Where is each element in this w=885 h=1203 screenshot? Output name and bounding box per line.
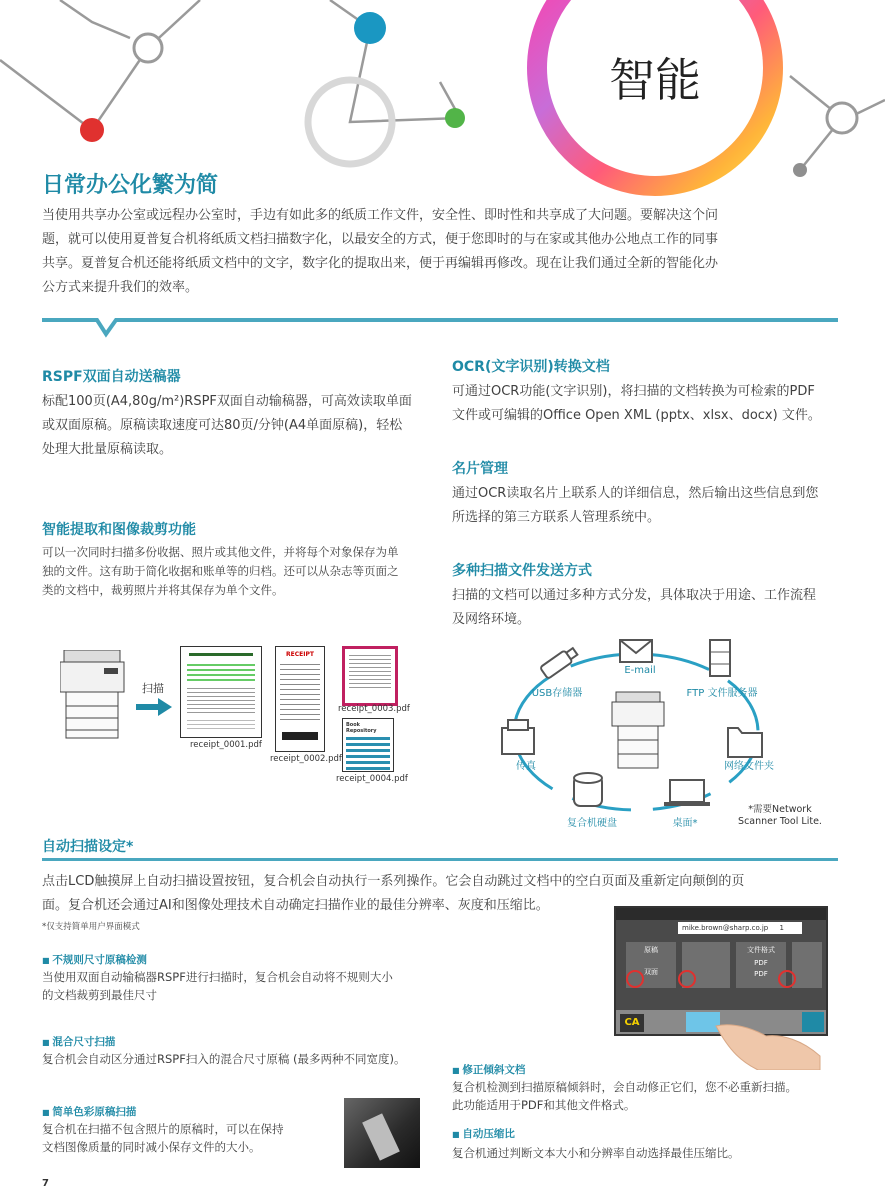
irregular-line-2: 的文档裁剪到最佳尺寸 — [42, 988, 157, 1002]
rspf-line-1: 标配100页(A4,80g/m²)RSPF双面自动输稿器，可高效读取单面 — [42, 394, 412, 409]
mono-heading: ■ 简单色彩原稿扫描 — [42, 1104, 136, 1119]
irregular-text — [42, 968, 442, 1004]
send-note-1: *需要Network — [748, 804, 812, 815]
file-label-2: receipt_0002.pdf — [270, 754, 342, 764]
mixed-heading: ■ 混合尺寸扫描 — [42, 1034, 115, 1049]
crop-text — [42, 543, 442, 600]
rspf-heading: RSPF双面自动送稿器 — [42, 369, 181, 385]
intro-line-4: 公方式来提升我们的效率。 — [42, 280, 199, 295]
skew-line-2: 此功能适用于PDF和其他文件格式。 — [452, 1098, 636, 1112]
grey-dot — [793, 163, 807, 177]
screen-ca-button[interactable]: CA — [620, 1014, 644, 1032]
send-note — [730, 804, 830, 828]
auto-heading: 自动扫描设定* — [42, 839, 134, 855]
card-text — [452, 482, 852, 530]
skew-line-1: 复合机检测到扫描原稿倾斜时，会自动修正它们，您不必重新扫描。 — [452, 1080, 797, 1094]
highlight-circle-3 — [778, 970, 796, 988]
page-number: 7 — [42, 1178, 49, 1189]
crop-heading: 智能提取和图像裁剪功能 — [42, 522, 196, 538]
intro-line-1: 当使用共享办公室或远程办公室时，手边有如此多的纸质工作文件，安全性、即时性和共享成了大问题。要解决这个问 — [42, 208, 719, 223]
fax-label: 传真 — [516, 761, 536, 772]
screen-format-2: PDF — [754, 970, 768, 978]
auto-divider — [42, 858, 838, 861]
grey-ring-small — [134, 34, 162, 62]
email-icon — [620, 640, 652, 662]
scanned-document-3 — [342, 646, 398, 706]
card-line-2: 所选择的第三方联系人管理系统中。 — [452, 510, 661, 525]
send-line-2: 及网络环境。 — [452, 612, 531, 627]
crop-line-2: 独的文件。这有助于简化收据和账单等的归档。还可以从杂志等页面之 — [42, 564, 399, 578]
send-heading: 多种扫描文件发送方式 — [452, 563, 592, 579]
rspf-line-2: 或双面原稿。原稿读取速度可达80页/分钟(A4单面原稿)，轻松 — [42, 418, 403, 433]
mono-line-1: 复合机在扫描不包含照片的原稿时，可以在保持 — [42, 1122, 284, 1136]
intro-text — [42, 204, 842, 300]
screen-email-value: mike.brown@sharp.co.jp — [682, 924, 769, 932]
send-note-2: Scanner Tool Lite. — [738, 816, 822, 827]
crop-line-1: 可以一次同时扫描多份收据、照片或其他文件，并将每个对象保存为单 — [42, 545, 399, 559]
blue-dot — [354, 12, 386, 44]
screen-topbar — [616, 908, 826, 920]
laptop-icon — [664, 780, 710, 806]
page-title: 智能 — [609, 53, 701, 107]
grey-ring-right — [827, 103, 857, 133]
screen-counter: 1 — [779, 924, 784, 932]
usb-icon — [540, 646, 579, 679]
ocr-line-1: 可通过OCR功能(文字识别)，将扫描的文档转换为可检索的PDF — [452, 384, 815, 399]
center-copier-icon — [612, 692, 664, 768]
ftp-label: FTP 文件服务器 — [686, 688, 758, 699]
auto-note: *仅支持简单用户界面模式 — [42, 922, 140, 932]
file-label-1: receipt_0001.pdf — [190, 740, 262, 750]
card-line-1: 通过OCR读取名片上联系人的详细信息，然后输出这些信息到您 — [452, 486, 819, 501]
folder-label: 网络文件夹 — [724, 761, 774, 772]
server-icon — [710, 640, 730, 676]
intro-line-3: 共享。夏普复合机还能将纸质文档中的文字，数字化的提取出来，便于再编辑再修改。现在让我们通过全新的智能化办 — [42, 256, 719, 271]
mono-line-2: 文档图像质量的同时减小保存文件的大小。 — [42, 1140, 261, 1154]
email-label: E-mail — [624, 665, 656, 676]
intro-line-2: 题，就可以使用夏普复合机将纸质文档扫描数字化，以最安全的方式，便于您即时的与在家或其他办公地点工作的同事 — [42, 232, 719, 247]
auto-line-1: 点击LCD触摸屏上自动扫描设置按钮，复合机会自动执行一系列操作。它会自动跳过文档中的空白页面及重新定向颠倒的页 — [42, 874, 745, 889]
red-dot — [80, 118, 104, 142]
fax-icon — [502, 720, 534, 754]
highlight-circle-2 — [678, 970, 696, 988]
ocr-heading: OCR(文字识别)转换文档 — [452, 359, 610, 375]
ocr-text — [452, 380, 852, 428]
compress-heading: ■ 自动压缩比 — [452, 1126, 515, 1141]
usb-label: USB存储器 — [531, 688, 583, 699]
screen-tab1-label: 原稿 — [644, 946, 658, 954]
mono-text — [42, 1120, 342, 1156]
folder-icon — [728, 728, 762, 757]
scanned-document-1 — [180, 646, 262, 738]
send-text — [452, 584, 852, 632]
hdd-label: 复合机硬盘 — [567, 818, 617, 829]
copier-illustration — [60, 650, 126, 742]
ocr-line-2: 文件或可编辑的Office Open XML (pptx、xlsx、docx) 文件。 — [452, 408, 821, 423]
intro-divider — [42, 314, 838, 340]
mixed-text: 复合机会自动区分通过RSPF扫入的混合尺寸原稿 (最多两种不同宽度)。 — [42, 1052, 406, 1066]
rspf-text — [42, 390, 442, 462]
hand-pointer-icon — [712, 1012, 824, 1070]
card-heading: 名片管理 — [452, 461, 508, 477]
screen-tab1-value: 双面 — [644, 968, 658, 976]
scan-arrow-label: 扫描 — [142, 682, 164, 695]
rspf-line-3: 处理大批量原稿读取。 — [42, 442, 173, 457]
doc2-title: RECEIPT — [286, 651, 314, 658]
desktop-label: 桌面* — [672, 818, 698, 829]
intro-heading: 日常办公化繁为简 — [42, 173, 219, 198]
green-dot — [445, 108, 465, 128]
skew-text — [452, 1078, 852, 1114]
irregular-line-1: 当使用双面自动输稿器RSPF进行扫描时，复合机会自动将不规则大小 — [42, 970, 393, 984]
compress-text: 复合机通过判断文本大小和分辨率自动选择最佳压缩比。 — [452, 1146, 740, 1160]
highlight-circle-1 — [626, 970, 644, 988]
screen-tab2-label: 文件格式 — [747, 946, 775, 954]
file-label-4: receipt_0004.pdf — [336, 774, 408, 784]
scan-arrow-icon — [136, 698, 172, 716]
hdd-icon — [574, 773, 602, 806]
irregular-heading: ■ 不规则尺寸原稿检测 — [42, 952, 147, 967]
scanned-document-2 — [275, 646, 325, 752]
document-photo — [344, 1098, 420, 1168]
screen-address-bar — [678, 922, 802, 934]
send-line-1: 扫描的文档可以通过多种方式分发，具体取决于用途、工作流程 — [452, 588, 817, 603]
screen-format-1: PDF — [754, 959, 768, 967]
file-label-3: receipt_0003.pdf — [338, 704, 410, 714]
scanned-document-4 — [342, 718, 394, 772]
auto-line-2: 面。复合机还会通过AI和图像处理技术自动确定扫描作业的最佳分辨率、灰度和压缩比。 — [42, 898, 549, 913]
skew-heading: ■ 修正倾斜文档 — [452, 1062, 525, 1077]
doc4-title: Book Repository — [346, 722, 377, 734]
screen-tab-extra[interactable] — [792, 942, 822, 988]
crop-line-3: 类的文档中，裁剪照片并将其保存为单个文件。 — [42, 583, 284, 597]
